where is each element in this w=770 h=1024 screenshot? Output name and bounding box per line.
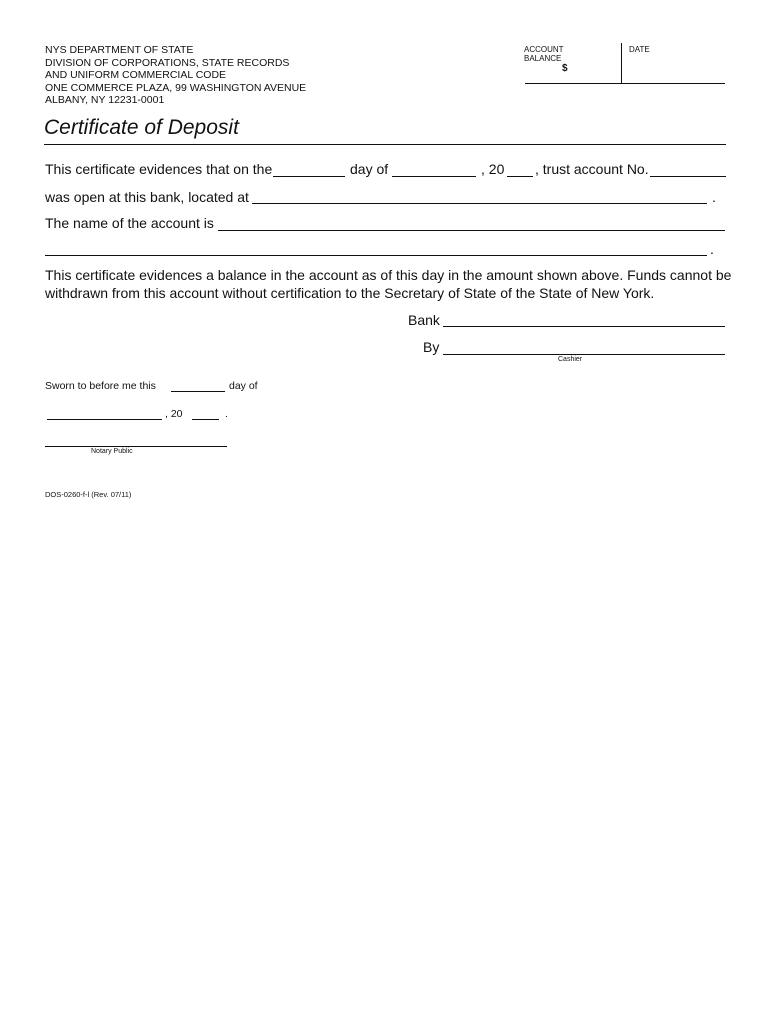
balance-date-underline <box>525 83 725 84</box>
line1-text-d: , trust account No. <box>535 161 649 177</box>
by-label: By <box>423 339 440 355</box>
account-balance-label: ACCOUNT BALANCE <box>524 45 564 63</box>
form-code: DOS-0260-f-l (Rev. 07/11) <box>45 490 132 499</box>
line3-text: The name of the account is <box>45 215 214 231</box>
agency-line: ONE COMMERCE PLAZA, 99 WASHINGTON AVENUE <box>45 81 307 94</box>
agency-address <box>45 44 306 107</box>
title-rule <box>44 144 726 145</box>
agency-line: ALBANY, NY 12231-0001 <box>45 94 165 107</box>
line2-text: was open at this bank, located at <box>45 189 249 205</box>
date-label: DATE <box>629 45 650 54</box>
agency-line: DIVISION OF CORPORATIONS, STATE RECORDS <box>45 56 290 69</box>
line2-period: . <box>712 189 716 205</box>
page-title: Certificate of Deposit <box>44 116 239 139</box>
bank-field[interactable] <box>443 326 725 327</box>
agency-line: NYS DEPARTMENT OF STATE <box>45 44 194 56</box>
sworn-year-field[interactable] <box>192 419 219 420</box>
day-field[interactable] <box>273 176 345 177</box>
bank-location-field[interactable] <box>252 203 707 204</box>
notary-public-label: Notary Public <box>91 448 133 455</box>
notary-signature-field[interactable] <box>45 446 227 447</box>
sworn-month-field[interactable] <box>47 419 162 420</box>
year-field[interactable] <box>507 176 533 177</box>
account-name-field[interactable] <box>218 230 725 231</box>
dollar-sign: $ <box>562 63 568 74</box>
line1-text-b: day of <box>350 161 389 177</box>
line1-text-c: , 20 <box>481 161 505 177</box>
month-field[interactable] <box>392 176 476 177</box>
cashier-signature-field[interactable] <box>443 354 725 355</box>
trust-account-number-field[interactable] <box>650 176 726 177</box>
sworn-text-b: day of <box>229 380 258 392</box>
sworn-period: . <box>225 408 228 420</box>
cashier-label: Cashier <box>558 356 583 363</box>
sworn-day-field[interactable] <box>171 391 225 392</box>
box-divider <box>621 43 622 83</box>
agency-line: AND UNIFORM COMMERCIAL CODE <box>45 69 227 82</box>
bank-label: Bank <box>408 312 440 328</box>
balance-statement: This certificate evidences a balance in the account as of this day in the amount shown above. Funds cannot be withdrawn from this account without certification to the Secretary of State of the State of New York. <box>45 267 732 301</box>
line4-period: . <box>710 241 714 257</box>
line1-text-a: This certificate evidences that on the <box>45 161 273 177</box>
account-name-field-continued[interactable] <box>45 255 707 256</box>
sworn-year-prefix: , 20 <box>165 408 183 420</box>
sworn-text-a: Sworn to before me this <box>45 380 156 392</box>
